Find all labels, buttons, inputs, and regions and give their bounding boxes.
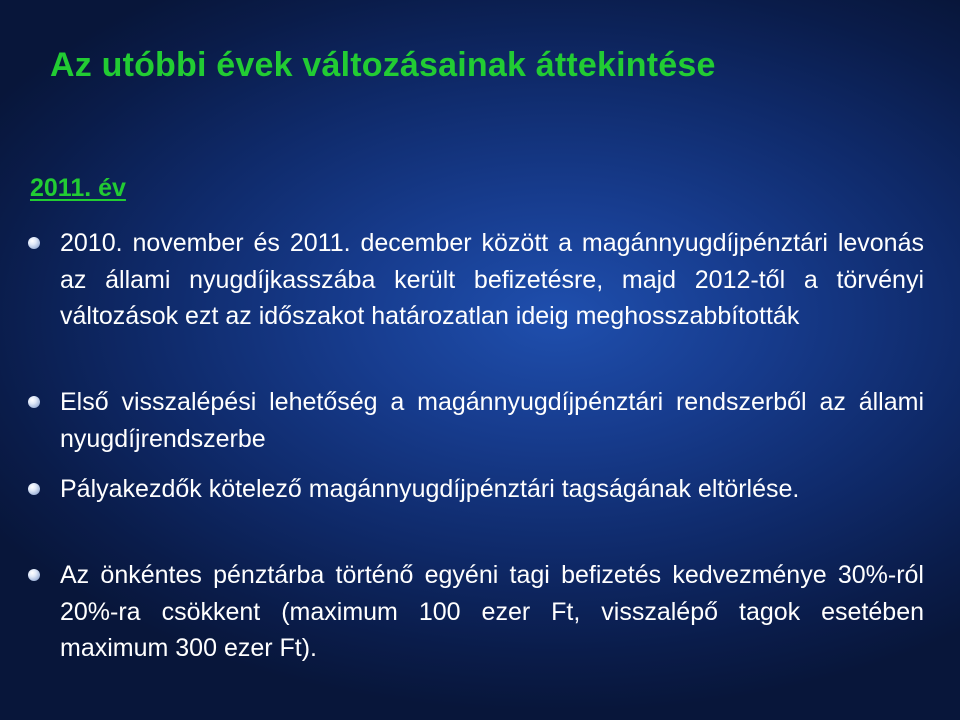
round-bullet-icon [28, 569, 40, 581]
bullet-text: Pályakezdők kötelező magánnyugdíjpénztári tagságának eltörlése. [60, 475, 800, 503]
year-subheading: 2011. év [30, 174, 126, 202]
round-bullet-icon [28, 396, 40, 408]
round-bullet-icon [28, 483, 40, 495]
list-item [24, 471, 924, 508]
list-item [24, 557, 924, 667]
slide-title: Az utóbbi évek változásainak áttekintése [50, 46, 716, 84]
list-item [24, 225, 924, 335]
bullet-text: 2010. november és 2011. december között a magánnyugdíjpénztári levonás az állami nyugdíjkasszába került befizetésre, majd 2012-től a törvényi változások ezt az időszakot határozatlan ideig meghosszabbították [60, 229, 924, 330]
bullet-text: Első visszalépési lehetőség a magánnyugdíjpénztári rendszerből az állami nyugdíjrendszerbe [60, 388, 924, 453]
round-bullet-icon [28, 237, 40, 249]
list-item [24, 384, 924, 457]
bullet-text: Az önkéntes pénztárba történő egyéni tagi befizetés kedvezménye 30%-ról 20%-ra csökkent (maximum 100 ezer Ft, visszalépő tagok esetében maximum 300 ezer Ft). [60, 561, 924, 662]
